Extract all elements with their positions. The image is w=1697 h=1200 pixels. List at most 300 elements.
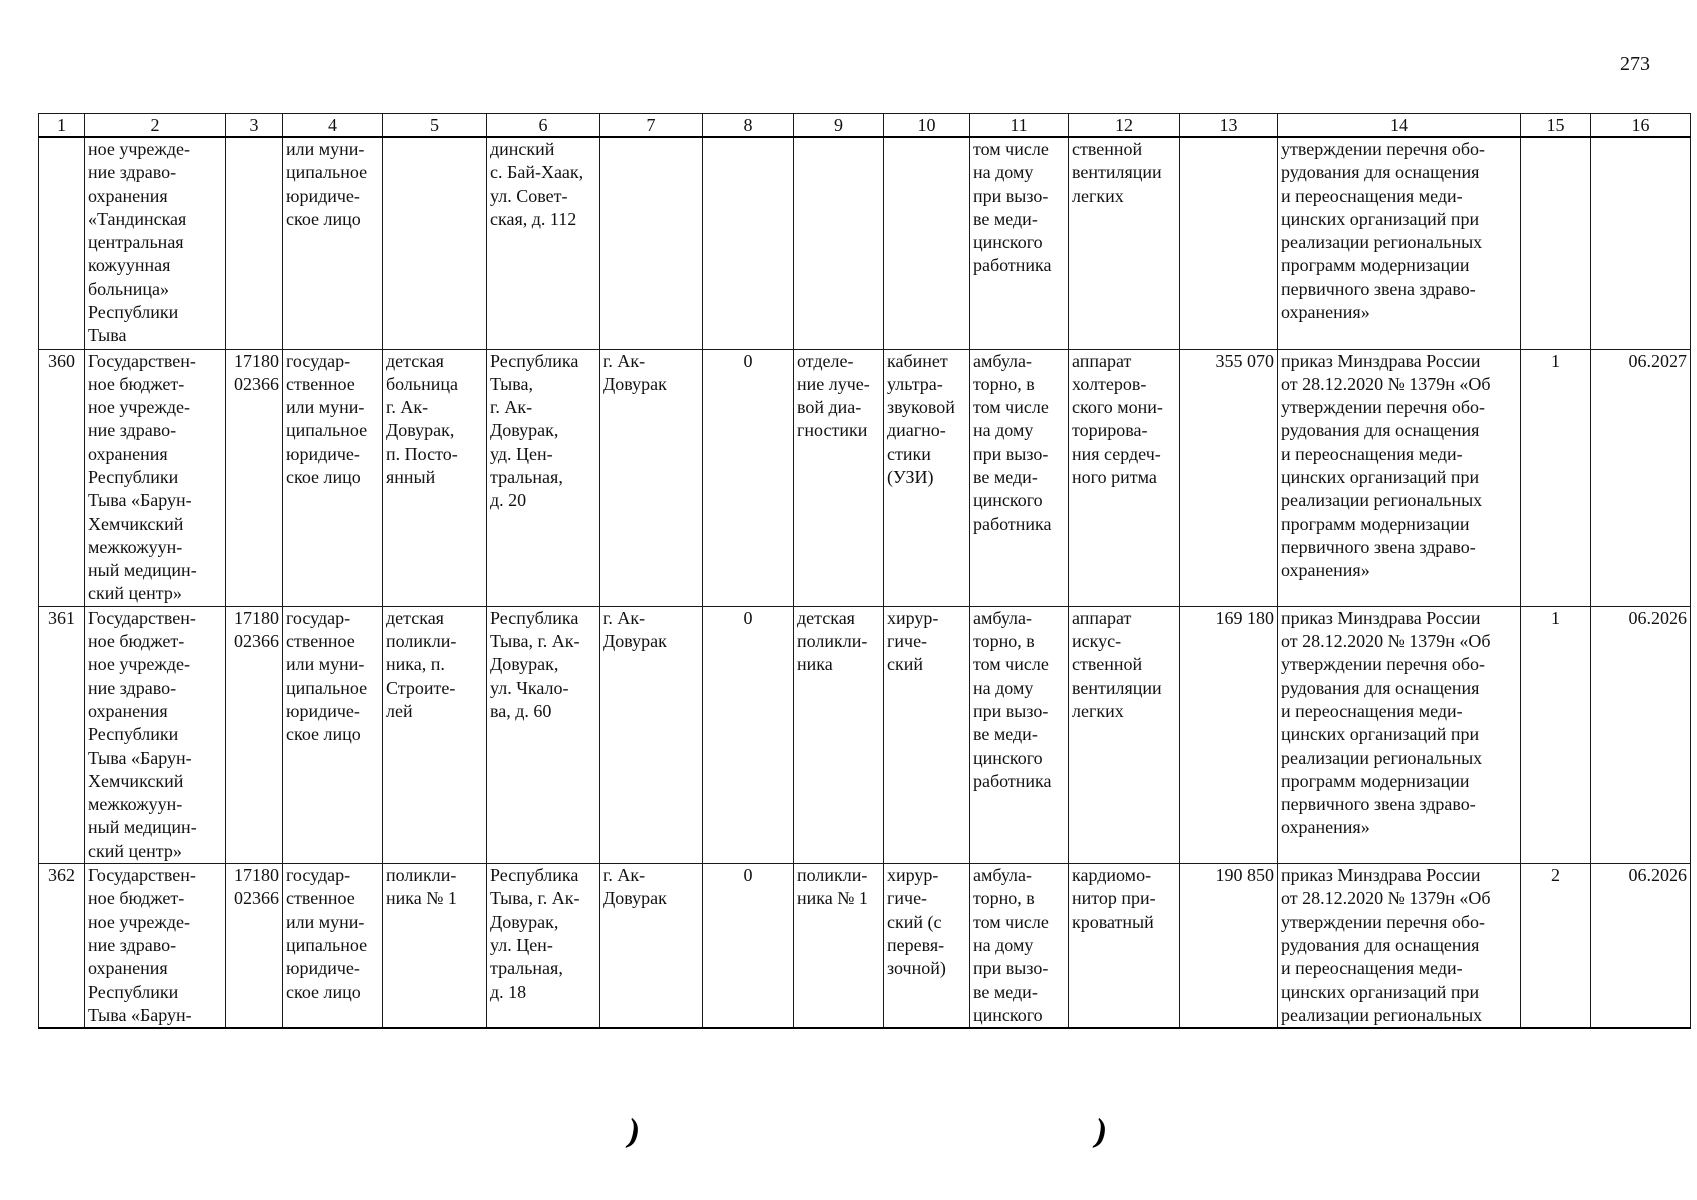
cell-text-line: кроватный xyxy=(1072,911,1154,932)
column-header: 11 xyxy=(970,114,1069,138)
handwritten-mark: ) xyxy=(1091,1112,1111,1151)
cell-text-line: ципальное xyxy=(286,934,368,955)
cell-text-line: и переоснащения меди- xyxy=(1281,958,1463,979)
column-header: 1 xyxy=(39,114,85,138)
cell-text-line: ское лицо xyxy=(286,208,361,229)
cell-text-line: амбула- xyxy=(973,350,1033,371)
cell-text-line: ственной xyxy=(1072,654,1143,675)
cell-text-line: ный медицин- xyxy=(88,817,197,838)
cell-text-line: цинского xyxy=(973,232,1043,253)
cell-cost: 355 070 xyxy=(1180,349,1278,606)
cell-text-line: амбула- xyxy=(973,865,1033,886)
cell-text-line: и переоснащения меди- xyxy=(1281,700,1463,721)
cell-text-line: ние здраво- xyxy=(88,420,177,441)
cell-text-line: ное бюджет- xyxy=(88,631,185,652)
cell-cost xyxy=(1180,137,1278,349)
cell-date xyxy=(1591,137,1691,349)
cell-address xyxy=(487,864,600,1029)
cell-text-line: 17180 xyxy=(234,865,279,886)
cell-text-line: ве меди- xyxy=(973,208,1038,229)
cell-basis xyxy=(1278,864,1521,1029)
cell-text-line: Хемчикский xyxy=(88,770,184,791)
cell-text-line: работника xyxy=(973,770,1052,791)
cell-department xyxy=(794,864,884,1029)
cell-text-line: утверждении перечня обо- xyxy=(1281,911,1486,932)
cell-text-line: межкожуун- xyxy=(88,794,183,815)
cell-text-line: торно, в xyxy=(973,631,1035,652)
cell-text-line: программ модернизации xyxy=(1281,770,1470,791)
column-header: 6 xyxy=(487,114,600,138)
cell-care-conditions xyxy=(970,137,1069,349)
cell-count: 2 xyxy=(1521,864,1591,1029)
cell-text-line: государ- xyxy=(286,350,351,371)
cell-text-line: амбула- xyxy=(973,607,1033,628)
column-header: 7 xyxy=(600,114,703,138)
cell-text-line: гиче- xyxy=(887,631,928,652)
cell-room xyxy=(884,864,970,1029)
cell-col8: 0 xyxy=(703,606,794,863)
cell-text-line: первичного звена здраво- xyxy=(1281,278,1476,299)
cell-legal-form xyxy=(283,606,383,863)
cell-address xyxy=(487,137,600,349)
cell-text-line: поликли- xyxy=(797,865,868,886)
cell-text-line: ное учрежде- xyxy=(88,911,190,932)
cell-text-line: ская, д. 112 xyxy=(490,208,577,229)
cell-count: 1 xyxy=(1521,349,1591,606)
cell-text-line: детская xyxy=(386,350,444,371)
cell-text-line: реализации региональных xyxy=(1281,1004,1483,1025)
cell-text-line: г. Ак- xyxy=(386,397,429,418)
cell-basis xyxy=(1278,137,1521,349)
cell-cost: 169 180 xyxy=(1180,606,1278,863)
table-row xyxy=(39,137,1691,349)
cell-text-line: холтеров- xyxy=(1072,373,1147,394)
cell-text-line: на дому xyxy=(973,162,1034,183)
cell-locality xyxy=(600,864,703,1029)
cell-text-line: приказ Минздрава России xyxy=(1281,350,1481,371)
cell-text-line: программ модернизации xyxy=(1281,255,1470,276)
cell-text-line: ника № 1 xyxy=(386,888,457,909)
cell-room xyxy=(884,137,970,349)
cell-text-line: аппарат xyxy=(1072,607,1132,628)
cell-text-line: уд. Цен- xyxy=(490,443,553,464)
cell-text-line: 02366 xyxy=(234,888,279,909)
cell-cost: 190 850 xyxy=(1180,864,1278,1029)
cell-text-line: ника № 1 xyxy=(797,888,868,909)
cell-text-line: ципальное xyxy=(286,677,368,698)
cell-text-line: Республика xyxy=(490,865,579,886)
cell-text-line: диагно- xyxy=(887,420,946,441)
cell-row-number: 360 xyxy=(39,349,85,606)
cell-text-line: вентиляции xyxy=(1072,162,1162,183)
cell-text-line: ный медицин- xyxy=(88,560,197,581)
cell-text-line: хирур- xyxy=(887,607,939,628)
cell-text-line: на дому xyxy=(973,677,1034,698)
cell-text-line: ное учрежде- xyxy=(88,654,190,675)
cell-address xyxy=(487,349,600,606)
cell-text-line: ве меди- xyxy=(973,466,1038,487)
cell-text-line: Тыва, г. Ак- xyxy=(490,631,580,652)
column-header: 16 xyxy=(1591,114,1691,138)
column-header: 2 xyxy=(85,114,226,138)
cell-text-line: программ модернизации xyxy=(1281,513,1470,534)
cell-text-line: г. Ак- xyxy=(603,865,646,886)
cell-text-line: утверждении перечня обо- xyxy=(1281,139,1486,159)
cell-room xyxy=(884,349,970,606)
cell-text-line: легких xyxy=(1072,700,1124,721)
cell-text-line: Государствен- xyxy=(88,865,196,886)
cell-text-line: утверждении перечня обо- xyxy=(1281,397,1486,418)
cell-text-line: том числе xyxy=(973,654,1049,675)
cell-text-line: Тыва, xyxy=(490,373,533,394)
cell-text-line: детская xyxy=(797,607,855,628)
cell-text-line: охранения» xyxy=(1281,817,1370,838)
cell-text-line: первичного звена здраво- xyxy=(1281,536,1476,557)
cell-text-line: ника xyxy=(797,654,833,675)
cell-subdivision xyxy=(383,349,487,606)
cell-locality xyxy=(600,137,703,349)
cell-text-line: ципальное xyxy=(286,420,368,441)
cell-text-line: и переоснащения меди- xyxy=(1281,443,1463,464)
cell-text-line: Хемчикский xyxy=(88,513,184,534)
cell-text-line: Довурак xyxy=(603,631,667,652)
cell-subdivision xyxy=(383,137,487,349)
cell-text-line: кабинет xyxy=(887,350,948,371)
column-header: 8 xyxy=(703,114,794,138)
cell-text-line: рудования для оснащения xyxy=(1281,677,1480,698)
cell-text-line: межкожуун- xyxy=(88,536,183,557)
cell-text-line: юридиче- xyxy=(286,185,360,206)
cell-text-line: юридиче- xyxy=(286,443,360,464)
cell-locality xyxy=(600,606,703,863)
cell-text-line: Государствен- xyxy=(88,607,196,628)
cell-institution xyxy=(85,606,226,863)
cell-text-line: Республики xyxy=(88,302,179,323)
cell-text-line: тральная, xyxy=(490,466,563,487)
cell-text-line: отделе- xyxy=(797,350,854,371)
cell-text-line: Республики xyxy=(88,981,179,1002)
cell-text-line: Довурак, xyxy=(386,420,455,441)
cell-department xyxy=(794,349,884,606)
cell-text-line: или муни- xyxy=(286,139,365,159)
column-header: 3 xyxy=(226,114,283,138)
column-header: 5 xyxy=(383,114,487,138)
cell-text-line: рудования для оснащения xyxy=(1281,162,1480,183)
cell-text-line: 17180 xyxy=(234,350,279,371)
cell-equipment xyxy=(1069,606,1180,863)
cell-text-line: Государствен- xyxy=(88,350,196,371)
cell-text-line: легких xyxy=(1072,185,1124,206)
cell-text-line: больница» xyxy=(88,278,169,299)
column-header: 12 xyxy=(1069,114,1180,138)
cell-text-line: с. Бай-Хаак, xyxy=(490,162,584,183)
cell-text-line: торно, в xyxy=(973,373,1035,394)
cell-text-line: охранения» xyxy=(1281,560,1370,581)
cell-text-line: цинских организаций при xyxy=(1281,724,1480,745)
cell-text-line: ственное xyxy=(286,373,355,394)
cell-equipment xyxy=(1069,864,1180,1029)
cell-col8: 0 xyxy=(703,864,794,1029)
cell-text-line: реализации региональных xyxy=(1281,490,1483,511)
cell-text-line: на дому xyxy=(973,934,1034,955)
cell-text-line: аппарат xyxy=(1072,350,1132,371)
cell-legal-form xyxy=(283,349,383,606)
cell-legal-form xyxy=(283,864,383,1029)
cell-text-line: г. Ак- xyxy=(490,397,533,418)
column-header: 13 xyxy=(1180,114,1278,138)
cell-locality xyxy=(600,349,703,606)
cell-text-line: приказ Минздрава России xyxy=(1281,607,1481,628)
cell-text-line: охранения xyxy=(88,443,168,464)
cell-basis xyxy=(1278,349,1521,606)
cell-text-line: Республика xyxy=(490,607,579,628)
cell-text-line: зочной) xyxy=(887,958,946,979)
column-header: 4 xyxy=(283,114,383,138)
cell-text-line: том числе xyxy=(973,397,1049,418)
cell-date: 06.2026 xyxy=(1591,606,1691,863)
cell-text-line: ского мони- xyxy=(1072,397,1163,418)
cell-text-line: ное учрежде- xyxy=(88,139,190,159)
cell-text-line: Республики xyxy=(88,724,179,745)
cell-text-line: Строите- xyxy=(386,677,456,698)
cell-text-line: Довурак, xyxy=(490,654,559,675)
cell-col8 xyxy=(703,137,794,349)
cell-text-line: ское лицо xyxy=(286,466,361,487)
cell-row-number xyxy=(39,137,85,349)
cell-text-line: ципальное xyxy=(286,162,368,183)
cell-text-line: Тыва «Барун- xyxy=(88,490,192,511)
cell-text-line: кожуунная xyxy=(88,255,171,276)
cell-text-line: ул. Цен- xyxy=(490,934,553,955)
cell-text-line: ние луче- xyxy=(797,373,870,394)
cell-equipment xyxy=(1069,137,1180,349)
table-header-row xyxy=(39,114,1691,138)
cell-text-line: ве меди- xyxy=(973,981,1038,1002)
cell-col8: 0 xyxy=(703,349,794,606)
cell-code xyxy=(226,349,283,606)
cell-text-line: реализации региональных xyxy=(1281,232,1483,253)
cell-text-line: вентиляции xyxy=(1072,677,1162,698)
cell-text-line: ное учрежде- xyxy=(88,397,190,418)
cell-text-line: стики xyxy=(887,443,931,464)
handwritten-mark: ) xyxy=(624,1112,644,1151)
cell-text-line: и переоснащения меди- xyxy=(1281,185,1463,206)
cell-text-line: поликли- xyxy=(797,631,868,652)
cell-text-line: государ- xyxy=(286,865,351,886)
cell-equipment xyxy=(1069,349,1180,606)
cell-legal-form xyxy=(283,137,383,349)
cell-text-line: ственное xyxy=(286,888,355,909)
equipment-table xyxy=(38,113,1691,1029)
cell-text-line: Довурак xyxy=(603,888,667,909)
cell-text-line: ное бюджет- xyxy=(88,373,185,394)
cell-department xyxy=(794,606,884,863)
cell-text-line: ское лицо xyxy=(286,724,361,745)
cell-text-line: Республики xyxy=(88,466,179,487)
cell-text-line: цинского xyxy=(973,1004,1043,1025)
cell-code xyxy=(226,137,283,349)
cell-text-line: торирова- xyxy=(1072,420,1148,441)
cell-date: 06.2027 xyxy=(1591,349,1691,606)
cell-institution xyxy=(85,864,226,1029)
cell-text-line: ул. Совет- xyxy=(490,185,568,206)
cell-text-line: центральная xyxy=(88,232,184,253)
cell-text-line: поликли- xyxy=(386,631,457,652)
cell-row-number: 361 xyxy=(39,606,85,863)
cell-text-line: цинского xyxy=(973,490,1043,511)
cell-text-line: ское лицо xyxy=(286,981,361,1002)
cell-text-line: Довурак, xyxy=(490,911,559,932)
cell-text-line: кардиомо- xyxy=(1072,865,1152,886)
cell-text-line: ский (с xyxy=(887,911,942,932)
cell-code xyxy=(226,864,283,1029)
cell-subdivision xyxy=(383,606,487,863)
cell-text-line: Тыва «Барун- xyxy=(88,747,192,768)
cell-text-line: работника xyxy=(973,255,1052,276)
cell-text-line: при вызо- xyxy=(973,700,1049,721)
cell-text-line: охранения» xyxy=(1281,302,1370,323)
cell-address xyxy=(487,606,600,863)
cell-count xyxy=(1521,137,1591,349)
cell-text-line: Довурак xyxy=(603,373,667,394)
cell-text-line: ский центр» xyxy=(88,583,182,604)
cell-text-line: звуковой xyxy=(887,397,955,418)
cell-text-line: реализации региональных xyxy=(1281,747,1483,768)
cell-text-line: Тыва «Барун- xyxy=(88,1004,192,1025)
cell-text-line: д. 18 xyxy=(490,981,527,1002)
cell-count: 1 xyxy=(1521,606,1591,863)
cell-text-line: охранения xyxy=(88,700,168,721)
cell-text-line: динский xyxy=(490,139,555,159)
cell-text-line: ский центр» xyxy=(88,840,182,861)
cell-text-line: том числе xyxy=(973,911,1049,932)
cell-text-line: при вызо- xyxy=(973,185,1049,206)
cell-text-line: рудования для оснащения xyxy=(1281,934,1480,955)
cell-row-number: 362 xyxy=(39,864,85,1029)
cell-text-line: детская xyxy=(386,607,444,628)
cell-text-line: цинских организаций при xyxy=(1281,208,1480,229)
cell-text-line: Республика xyxy=(490,350,579,371)
cell-text-line: перевя- xyxy=(887,934,945,955)
cell-care-conditions xyxy=(970,864,1069,1029)
table-body xyxy=(39,137,1691,1028)
cell-text-line: или муни- xyxy=(286,911,365,932)
table-row xyxy=(39,349,1691,606)
cell-text-line: ственное xyxy=(286,631,355,652)
cell-text-line: 02366 xyxy=(234,631,279,652)
cell-text-line: торно, в xyxy=(973,888,1035,909)
cell-text-line: ул. Чкало- xyxy=(490,677,569,698)
cell-text-line: д. 20 xyxy=(490,490,527,511)
cell-text-line: 02366 xyxy=(234,373,279,394)
cell-text-line: поликли- xyxy=(386,865,457,886)
cell-care-conditions xyxy=(970,606,1069,863)
cell-text-line: ультра- xyxy=(887,373,943,394)
cell-text-line: охранения xyxy=(88,185,168,206)
cell-text-line: вой диа- xyxy=(797,397,862,418)
cell-text-line: ного ритма xyxy=(1072,466,1157,487)
table-row xyxy=(39,606,1691,863)
cell-text-line: при вызо- xyxy=(973,443,1049,464)
cell-text-line: Тыва xyxy=(88,325,127,346)
cell-text-line: лей xyxy=(386,700,413,721)
cell-code xyxy=(226,606,283,863)
cell-department xyxy=(794,137,884,349)
cell-text-line: хирур- xyxy=(887,865,939,886)
cell-text-line: от 28.12.2020 № 1379н «Об xyxy=(1281,631,1491,652)
cell-institution xyxy=(85,349,226,606)
cell-text-line: охранения xyxy=(88,958,168,979)
column-header: 9 xyxy=(794,114,884,138)
cell-care-conditions xyxy=(970,349,1069,606)
cell-date: 06.2026 xyxy=(1591,864,1691,1029)
cell-text-line: цинского xyxy=(973,747,1043,768)
cell-text-line: ние здраво- xyxy=(88,677,177,698)
cell-text-line: от 28.12.2020 № 1379н «Об xyxy=(1281,888,1491,909)
cell-text-line: гностики xyxy=(797,420,868,441)
cell-text-line: ве меди- xyxy=(973,724,1038,745)
cell-text-line: ное бюджет- xyxy=(88,888,185,909)
cell-text-line: ственной xyxy=(1072,139,1143,159)
cell-text-line: (УЗИ) xyxy=(887,466,934,487)
cell-text-line: юридиче- xyxy=(286,700,360,721)
cell-text-line: приказ Минздрава России xyxy=(1281,865,1481,886)
cell-text-line: юридиче- xyxy=(286,958,360,979)
cell-text-line: п. Посто- xyxy=(386,443,458,464)
cell-room xyxy=(884,606,970,863)
column-header: 10 xyxy=(884,114,970,138)
cell-text-line: ние здраво- xyxy=(88,934,177,955)
cell-text-line: ния сердеч- xyxy=(1072,443,1161,464)
cell-institution xyxy=(85,137,226,349)
cell-text-line: цинских организаций при xyxy=(1281,466,1480,487)
cell-text-line: Тыва, г. Ак- xyxy=(490,888,580,909)
cell-text-line: янный xyxy=(386,466,436,487)
cell-text-line: или муни- xyxy=(286,654,365,675)
cell-text-line: государ- xyxy=(286,607,351,628)
cell-basis xyxy=(1278,606,1521,863)
table-row xyxy=(39,864,1691,1029)
cell-text-line: первичного звена здраво- xyxy=(1281,794,1476,815)
cell-text-line: тральная, xyxy=(490,958,563,979)
cell-text-line: от 28.12.2020 № 1379н «Об xyxy=(1281,373,1491,394)
page-number: 273 xyxy=(1620,53,1650,75)
cell-text-line: гиче- xyxy=(887,888,928,909)
cell-text-line: ние здраво- xyxy=(88,162,177,183)
cell-text-line: на дому xyxy=(973,420,1034,441)
cell-text-line: Довурак, xyxy=(490,420,559,441)
column-header: 15 xyxy=(1521,114,1591,138)
cell-subdivision xyxy=(383,864,487,1029)
cell-text-line: нитор при- xyxy=(1072,888,1156,909)
cell-text-line: г. Ак- xyxy=(603,607,646,628)
cell-text-line: работника xyxy=(973,513,1052,534)
cell-text-line: ский xyxy=(887,654,923,675)
cell-text-line: цинских организаций при xyxy=(1281,981,1480,1002)
cell-text-line: или муни- xyxy=(286,397,365,418)
cell-text-line: больница xyxy=(386,373,458,394)
cell-text-line: рудования для оснащения xyxy=(1281,420,1480,441)
column-header: 14 xyxy=(1278,114,1521,138)
cell-text-line: том числе xyxy=(973,139,1049,159)
cell-text-line: 17180 xyxy=(234,607,279,628)
cell-text-line: «Тандинская xyxy=(88,208,187,229)
cell-text-line: ника, п. xyxy=(386,654,445,675)
cell-text-line: искус- xyxy=(1072,631,1122,652)
cell-text-line: ва, д. 60 xyxy=(490,700,552,721)
cell-text-line: утверждении перечня обо- xyxy=(1281,654,1486,675)
cell-text-line: при вызо- xyxy=(973,958,1049,979)
